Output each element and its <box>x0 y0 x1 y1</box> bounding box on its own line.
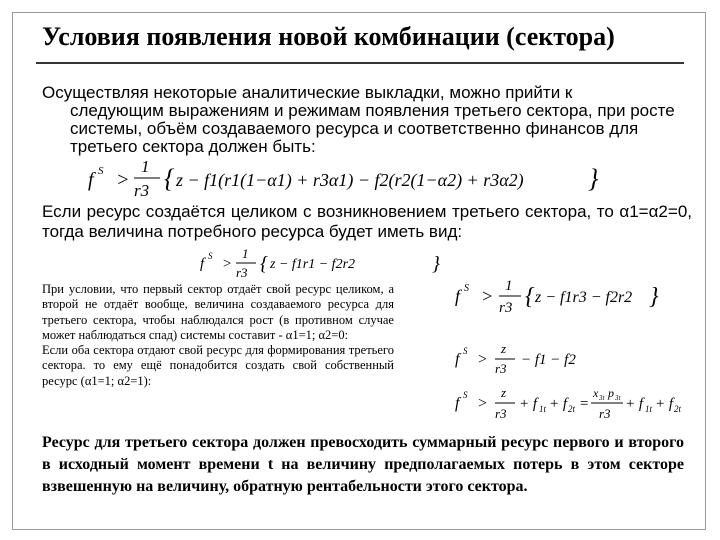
svg-text:z − f1r3 − f2r2: z − f1r3 − f2r2 <box>535 289 633 306</box>
svg-text:S: S <box>464 283 469 294</box>
intro-continuation: следующим выражениям и режимам появления третьего сектора, при росте системы, объём создаваемого ресурса и соответственно финансов для третьего сектора должен быть: <box>70 101 675 156</box>
svg-text:p: p <box>608 386 614 400</box>
svg-text:S: S <box>463 390 468 400</box>
svg-text:r3: r3 <box>134 181 150 200</box>
svg-text:r3: r3 <box>495 406 507 421</box>
svg-text:z: z <box>501 341 507 356</box>
svg-text:f: f <box>455 395 460 412</box>
svg-text:S: S <box>463 346 468 356</box>
svg-text:r3: r3 <box>495 361 507 376</box>
svg-text:1: 1 <box>505 278 513 294</box>
svg-text:z − f1r1 − f2r2: z − f1r1 − f2r2 <box>270 257 356 272</box>
svg-text:{: { <box>164 164 175 193</box>
title-underline <box>36 62 684 64</box>
svg-text:S: S <box>98 165 104 177</box>
case-first-sector-text: При условии, что первый сектор отдаёт свой ресурс целиком, а второй не отдаёт вообще, величина создаваемого ресурса для третьего сектора, чтобы наблюдался рост (в противном случае может наблюдаться спад) системы составит - α1=1; α2=0: <box>42 282 394 342</box>
svg-text:=: = <box>579 396 590 412</box>
svg-text:1t: 1t <box>539 404 547 414</box>
svg-text:+ f: + f <box>519 396 538 412</box>
intro-first-line: Осуществляя некоторые аналитические выкладки, можно прийти к <box>42 83 573 102</box>
svg-text:1: 1 <box>242 246 249 261</box>
svg-text:− f1 − f2: − f1 − f2 <box>521 352 576 368</box>
svg-text:3t: 3t <box>599 394 605 402</box>
svg-text:>: > <box>222 256 233 272</box>
svg-text:>: > <box>481 286 494 306</box>
svg-text:+ f: + f <box>625 396 644 412</box>
svg-text:{: { <box>525 284 535 310</box>
svg-text:}: } <box>432 253 440 275</box>
svg-text:S: S <box>208 251 213 261</box>
svg-text:z − f1(r1(1−α1) + r3α1) − f2(r: z − f1(r1(1−α1) + r3α1) − f2(r2(1−α2) + r3α2) <box>176 170 524 190</box>
svg-text:x: x <box>593 386 599 400</box>
svg-text:z: z <box>501 385 507 400</box>
formula-loss-detailed <box>455 382 685 426</box>
svg-text:f: f <box>88 169 94 191</box>
svg-text:>: > <box>477 395 488 412</box>
svg-text:1t: 1t <box>645 404 653 414</box>
svg-text:>: > <box>116 169 130 191</box>
svg-text:1: 1 <box>141 157 150 176</box>
svg-text:f: f <box>455 286 461 306</box>
formula-zero-alpha <box>200 246 450 282</box>
svg-text:+ f: + f <box>655 396 674 412</box>
formula-general <box>88 156 628 200</box>
svg-text:r3: r3 <box>599 406 611 421</box>
svg-text:+ f: + f <box>549 396 568 412</box>
svg-text:f: f <box>455 351 460 368</box>
svg-text:}: } <box>649 284 659 310</box>
svg-text:>: > <box>477 351 488 368</box>
svg-text:3t: 3t <box>615 394 621 402</box>
conclusion-paragraph: Ресурс для третьего сектора должен превосходить суммарный ресурс первого и второго в исходный момент времени t на величину предполагаемых потерь в этом секторе взвешенную на величину, обратную рентабельности этого сектора. <box>42 434 684 495</box>
svg-text:r3: r3 <box>236 265 248 280</box>
case-both-sectors-text: Если оба сектора отдают свой ресурс для формирования третьего сектора. то ему ещё понадобится создать свой собственный ресурс (α1=1; α2=1): <box>42 343 394 388</box>
intro-paragraph <box>42 84 692 156</box>
svg-text:{: { <box>260 253 268 275</box>
side-text-block <box>42 282 394 389</box>
formula-loss-simple <box>455 340 605 380</box>
slide-title: Условия появления новой комбинации (сектора) <box>42 22 615 51</box>
case-full-creation-paragraph: Если ресурс создаётся целиком с возникновением третьего сектора, то α1=α2=0, тогда величина потребного ресурса будет иметь вид: <box>42 202 692 241</box>
svg-text:f: f <box>200 256 205 272</box>
svg-text:}: } <box>588 164 599 193</box>
svg-text:2t: 2t <box>568 404 576 414</box>
svg-text:2t: 2t <box>674 404 682 414</box>
svg-text:r3: r3 <box>499 300 513 316</box>
formula-case-alpha1-1 <box>455 276 665 318</box>
